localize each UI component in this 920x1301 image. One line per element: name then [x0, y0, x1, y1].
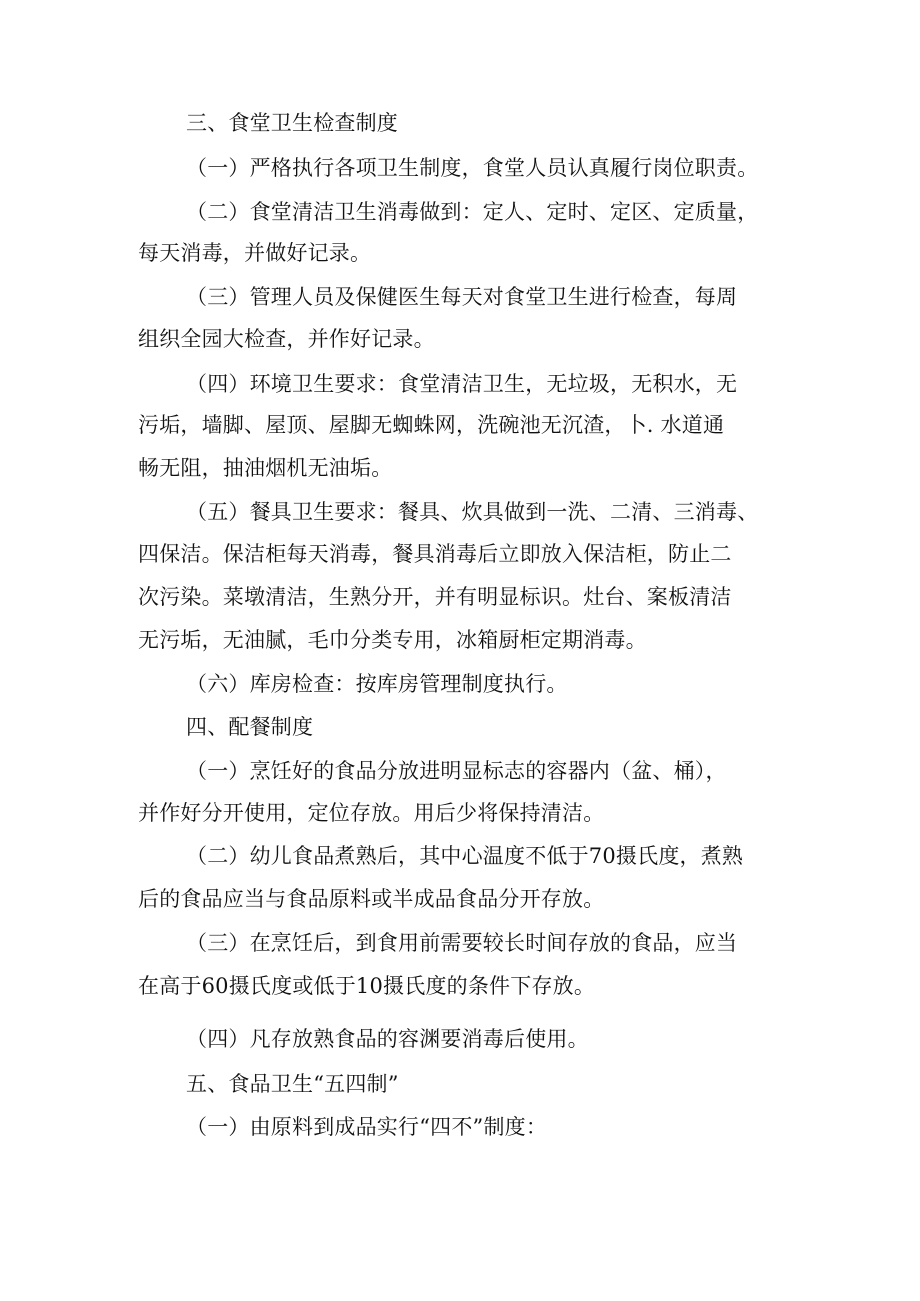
paragraph-line: （六）库房检查：按库房管理制度执行。 [186, 672, 568, 696]
paragraph-line: （二）食堂清洁卫生消毒做到：定人、定时、定区、定质量， [186, 200, 759, 224]
paragraph-line: （四）环境卫生要求：食堂清洁卫生，无垃圾，无积水，无 [186, 372, 738, 396]
section-heading-meal-distribution: 四、配餐制度 [186, 715, 314, 739]
paragraph-line: 组织全园大检查，并作好记录。 [138, 327, 435, 351]
paragraph-line: 四保洁。保洁柜每天消毒，餐具消毒后立即放入保洁柜，防止二 [138, 542, 732, 566]
paragraph-line: （一）由原料到成品实行“四不”制度： [186, 1115, 548, 1139]
paragraph-line: （三）在烹饪后，到食用前需要较长时间存放的食品，应当 [186, 931, 738, 955]
section-heading-canteen-hygiene: 三、食堂卫生检查制度 [186, 111, 398, 135]
paragraph-line: （三）管理人员及保健医生每天对食堂卫生进行检查，每周 [186, 285, 738, 309]
paragraph-line: 后的食品应当与食品原料或半成品食品分开存放。 [138, 887, 605, 911]
paragraph-line: 污垢，墙脚、屋顶、屋脚无蜘蛛网，洗碗池无沉渣，卜. 水道通 [138, 413, 725, 437]
paragraph-line: 畅无阻，抽油烟机无油垢。 [138, 456, 393, 480]
paragraph-line: （四）凡存放熟食品的容渊要消毒后使用。 [186, 1027, 589, 1051]
paragraph-line: （二）幼儿食品煮熟后，其中心温度不低于70摄氏度，煮熟 [186, 844, 744, 868]
paragraph-line: 每天消毒，并做好记录。 [138, 241, 372, 265]
paragraph-line: 并作好分开使用，定位存放。用后少将保持清洁。 [138, 801, 605, 825]
paragraph-line: （五）餐具卫生要求：餐具、炊具做到一洗、二清、三消毒、 [186, 500, 759, 524]
section-heading-food-hygiene: 五、食品卫生“五四制” [186, 1072, 399, 1096]
paragraph-line: 在高于60摄氏度或低于10摄氏度的条件下存放。 [138, 974, 596, 998]
paragraph-line: 无污垢，无油腻，毛巾分类专用，冰箱厨柜定期消毒。 [138, 628, 647, 652]
paragraph-line: 次污染。菜墩清洁，生熟分开，并有明显标识。灶台、案板清洁 [138, 585, 732, 609]
paragraph-line: （一）严格执行各项卫生制度，食堂人员认真履行岗位职责。 [186, 156, 759, 180]
paragraph-line: （一）烹饪好的食品分放进明显标志的容器内（盆、桶）， [186, 759, 727, 783]
